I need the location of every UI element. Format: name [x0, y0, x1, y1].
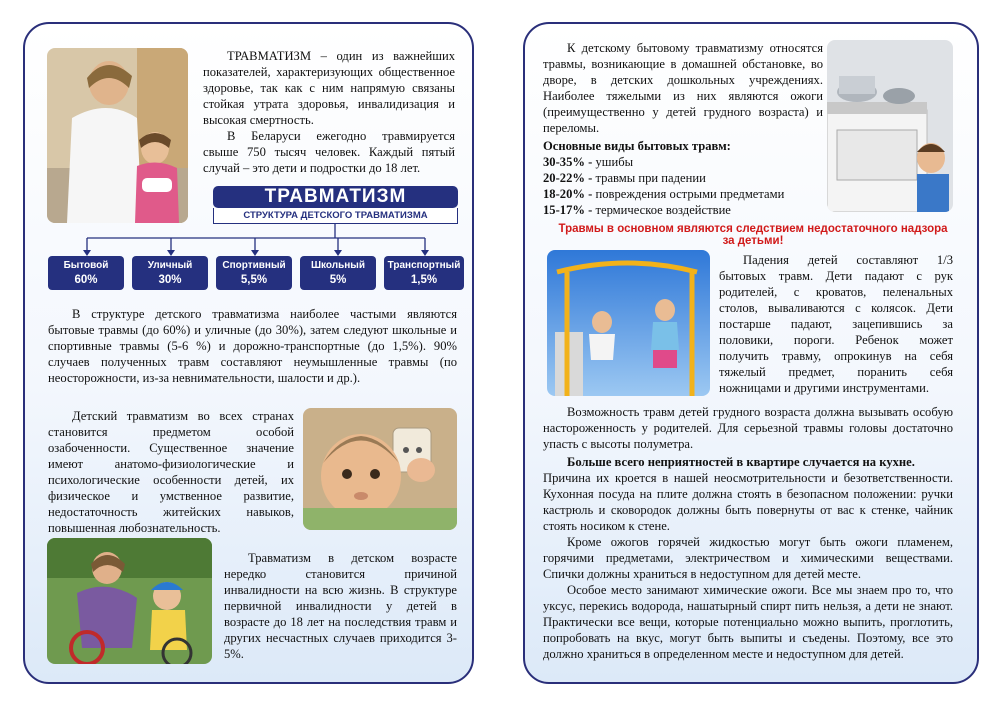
chemical-paragraph [543, 582, 953, 662]
category-value: 5% [329, 274, 347, 286]
diagram-connectors [25, 24, 474, 264]
category-box-household [48, 256, 124, 290]
structure-paragraph [48, 306, 457, 386]
falls-text: Падения детей составляют 1/3 бытовых травм. Дети падают с рук родителей, с кроватов, пеленальных столов, вываливаются с колясок. Дети постарше падают, зацепившись за половики, пороги. Ребенок может получить травму, опрокинув на себя тяжелый предмет, поранить себя ножницами и другими инструментами. [719, 253, 953, 395]
category-name: Бытовой [63, 260, 109, 271]
category-box-street [132, 256, 208, 290]
disability-paragraph [224, 550, 457, 662]
chemical-text: Особое место занимают химические ожоги. Все мы знаем про то, что уксус, перекись водорода, нашатырный спирт пить нельзя, а дети не знают. Практически все вещи, которые потенциально можно выпить, проглотить, попробовать на вкус, могут быть выпиты и съедены. Поэтому, все это должно храниться в определенном месте и недоступном для детей. [543, 583, 953, 661]
category-value: 60% [74, 274, 98, 286]
type-label: ушибы [595, 155, 634, 169]
category-value: 1,5% [410, 274, 438, 286]
belarus-text: В Беларуси ежегодно травмируется свыше 750 тысяч человек. Каждый пятый случай – это дети и подростки до 18 лет. [203, 129, 455, 175]
kitchen-text: Причина их кроется в нашей неосмотрительности и безответственности. Кухонная посуда на плите должна стоять в безопасном положении: ручки кастрюль и сковородок должны быть повернуты от вас к стенке, чайник стоять носиком к стене. [543, 471, 953, 533]
kitchen-bold-text: Больше всего неприятностей в квартире случается на кухне. [567, 455, 915, 469]
category-value: 30% [158, 274, 182, 286]
supervision-warning: Травмы в основном являются следствием недостаточного надзора за детьми! [558, 223, 948, 247]
category-name: Спортивный [222, 260, 286, 271]
category-name: Транспортный [387, 260, 461, 271]
category-box-school [300, 256, 376, 290]
infants-text: Возможность травм детей грудного возраста должна вызывать особую настороженность у родителей. Для серьезной травмы головы достаточно упасть с высоты полуметра. [543, 405, 953, 451]
infants-paragraph [543, 404, 953, 452]
children-playground-photo [547, 250, 710, 396]
type-pct: 18-20% - [543, 187, 593, 201]
type-item [543, 170, 828, 186]
category-box-sport [216, 256, 292, 290]
category-name: Школьный [310, 260, 365, 271]
types-list [543, 138, 828, 218]
structure-text: В структуре детского травматизма наиболее частыми являются бытовые травмы (до 60%) и уличные (до 30%), затем следуют школьные и спортивные травмы (5-6 %) и дорожно-транспортные (до 1,5%). 90% случаев полученных травм составляют неумышленные травмы (по неосторожности, из-за невнимательности, шалости и др.). [48, 307, 457, 385]
type-label: термическое воздействие [595, 203, 731, 217]
category-name: Уличный [147, 260, 193, 271]
type-label: повреждения острыми предметами [595, 187, 785, 201]
type-pct: 20-22% - [543, 171, 593, 185]
diagram-subtitle: СТРУКТУРА ДЕТСКОГО ТРАВМАТИЗМА [213, 208, 458, 224]
baby-socket-photo [303, 408, 457, 530]
left-page [23, 22, 474, 684]
household-intro-text: К детскому бытовому травматизму относятся травмы, возникающие в домашней обстановке, во дворе, в детских дошкольных учреждениях. Наиболее тяжелыми из них являются ожоги (преимущественно у детей грудного возраста) и переломы. [543, 41, 823, 135]
intro-text: ТРАВМАТИЗМ – один из важнейших показателей, характеризующих общественное здоровье, так как с ним напрямую связаны стойкая утрата здоровья, инвалидизация и высокая смертность. [203, 49, 455, 127]
child-stove-photo [827, 40, 953, 212]
burns-paragraph [543, 534, 953, 582]
type-item [543, 186, 828, 202]
type-item [543, 154, 828, 170]
category-value: 5,5% [240, 274, 268, 286]
diagram-title: ТРАВМАТИЗМ [213, 186, 458, 208]
falls-paragraph [719, 252, 953, 396]
type-label: травмы при падении [595, 171, 706, 185]
burns-text: Кроме ожогов горячей жидкостью могут быть ожоги пламенем, горячими предметами, электричеством и химическими веществами. Спички должны храниться в недоступном для детей месте. [543, 535, 953, 581]
type-item [543, 202, 828, 218]
household-intro-paragraph [543, 40, 823, 136]
kitchen-paragraph [543, 454, 953, 534]
mother-child-bicycle-photo [47, 538, 212, 664]
features-paragraph [48, 408, 294, 536]
type-pct: 30-35% - [543, 155, 593, 169]
right-page [523, 22, 979, 684]
category-box-transport [384, 256, 464, 290]
types-heading: Основные виды бытовых травм: [543, 139, 731, 153]
disability-text: Травматизм в детском возрасте нередко становится причиной инвалидности на всю жизнь. В структуре первичной инвалидности у детей в возрасте до 18 лет на последствия травм и других несчастных случаев приходится 3-5%. [224, 551, 457, 661]
features-text: Детский травматизм во всех странах становится предметом особой озабоченности. Существенное значение имеют анатомо-физиологические и психологические особенности детей, их физическое и умственное развитие, недостаточность житейских навыков, повышенная любознательность. [48, 409, 294, 535]
type-pct: 15-17% - [543, 203, 593, 217]
